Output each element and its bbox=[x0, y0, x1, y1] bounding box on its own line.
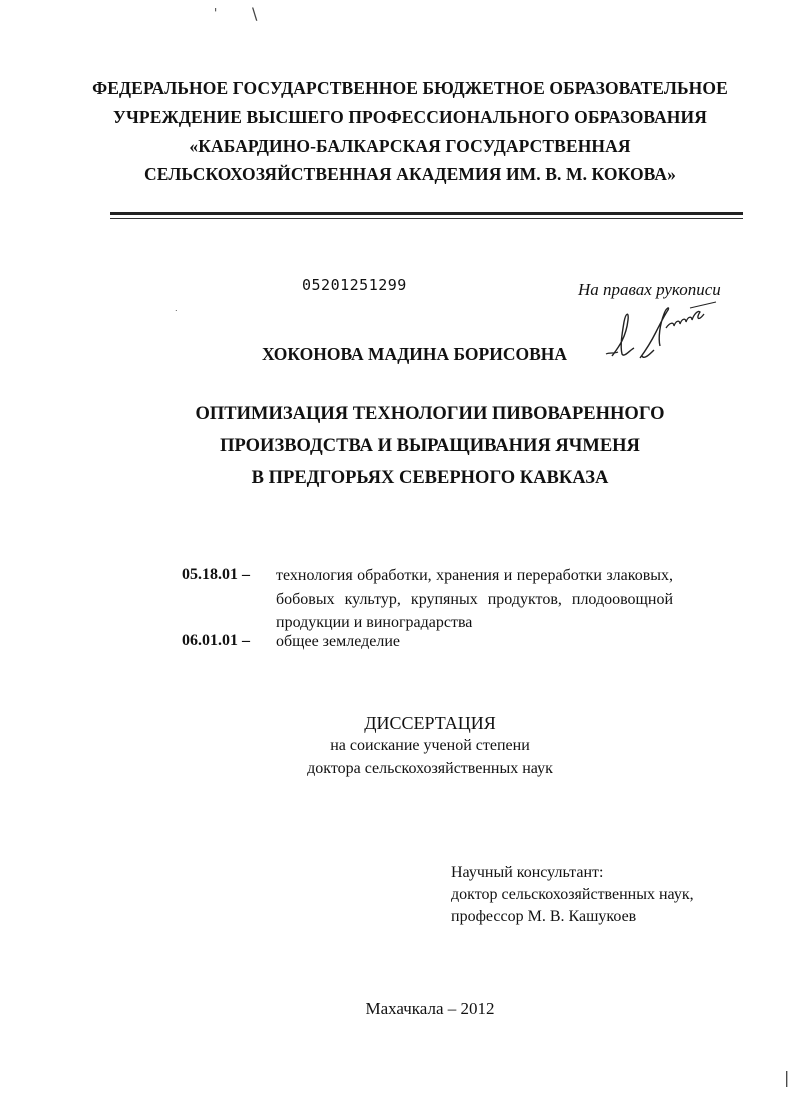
consultant-label: Научный консультант: bbox=[451, 864, 604, 881]
specialty-description: общее земледелие bbox=[276, 633, 400, 650]
scan-mark: \ bbox=[252, 4, 258, 23]
institution-line-3: «КАБАРДИНО-БАЛКАРСКАЯ ГОСУДАРСТВЕННАЯ bbox=[189, 136, 631, 156]
scan-mark: ' bbox=[214, 6, 218, 20]
signature bbox=[604, 298, 728, 368]
header-divider-thin bbox=[110, 218, 743, 219]
degree-name: доктора сельскохозяйственных наук bbox=[307, 760, 553, 777]
institution-line-2: УЧРЕЖДЕНИЕ ВЫСШЕГО ПРОФЕССИОНАЛЬНОГО ОБРАЗОВАНИЯ bbox=[113, 107, 707, 127]
institution-line-1: ФЕДЕРАЛЬНОЕ ГОСУДАРСТВЕННОЕ БЮДЖЕТНОЕ ОБРАЗОВАТЕЛЬНОЕ bbox=[92, 78, 728, 98]
scan-mark: | bbox=[784, 1068, 790, 1087]
consultant-degree: доктор сельскохозяйственных наук, bbox=[451, 886, 694, 903]
title-line-3: В ПРЕДГОРЬЯХ СЕВЕРНОГО КАВКАЗА bbox=[251, 468, 609, 488]
title-line-1: ОПТИМИЗАЦИЯ ТЕХНОЛОГИИ ПИВОВАРЕННОГО bbox=[195, 404, 665, 424]
specialty-code-value: 05.18.01 bbox=[182, 566, 238, 583]
scan-mark: . bbox=[175, 304, 178, 313]
title-line-2: ПРОИЗВОДСТВА И ВЫРАЩИВАНИЯ ЯЧМЕНЯ bbox=[220, 436, 640, 456]
place-year: Махачкала – 2012 bbox=[365, 999, 495, 1018]
specialty-dash: – bbox=[242, 632, 250, 649]
specialty-dash: – bbox=[242, 566, 250, 583]
institution-line-4: СЕЛЬСКОХОЗЯЙСТВЕННАЯ АКАДЕМИЯ ИМ. В. М. КОКОВА» bbox=[144, 164, 676, 184]
dissertation-label: ДИССЕРТАЦИЯ bbox=[364, 713, 496, 733]
specialty-description: технология обработки, хранения и переработки злаковых, бобовых культур, крупяных продуктов, плодоовощной продукции и виноградарства bbox=[276, 567, 673, 631]
rights-note: На правах рукописи bbox=[578, 280, 721, 299]
consultant-name: профессор М. В. Кашукоев bbox=[451, 908, 637, 925]
header-divider bbox=[110, 212, 743, 215]
author-name: ХОКОНОВА МАДИНА БОРИСОВНА bbox=[262, 344, 568, 364]
document-code: 05201251299 bbox=[302, 276, 407, 294]
specialty-code bbox=[182, 566, 262, 584]
specialty-code bbox=[182, 632, 262, 650]
degree-purpose: на соискание ученой степени bbox=[330, 737, 530, 754]
specialty-code-value: 06.01.01 bbox=[182, 632, 238, 649]
